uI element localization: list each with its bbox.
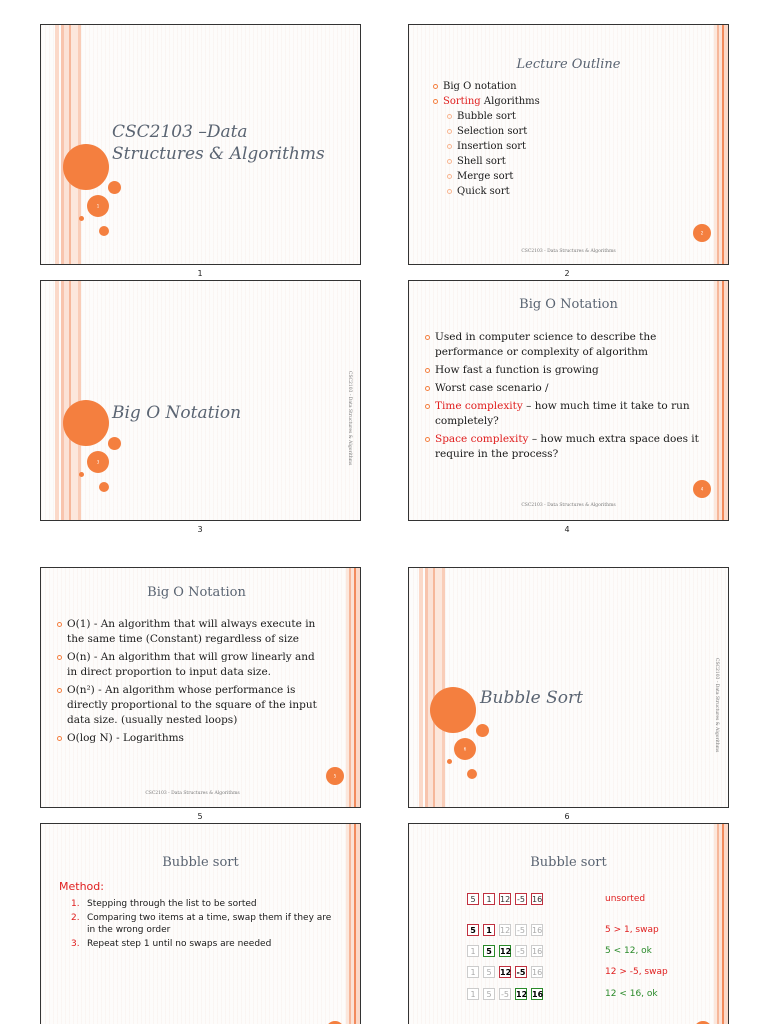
row-label: 5 < 12, ok <box>605 946 652 956</box>
slide-footer: CSC2103 - Data Structures & Algorithms <box>521 249 616 254</box>
dot-decoration <box>79 472 84 477</box>
array-cell: -5 <box>515 945 527 957</box>
row-label: 5 > 1, swap <box>605 925 659 935</box>
outline-subitem: Bubble sort <box>445 109 527 124</box>
slide-number-label: 1 <box>197 269 203 278</box>
array-cell: 12 <box>516 990 528 999</box>
slide-number-circle: 6 <box>454 738 476 760</box>
array-cell: 16 <box>532 947 543 956</box>
vertical-footer: CSC2103 - Data Structures & Algorithms <box>714 658 719 753</box>
sort-row-step <box>467 924 659 940</box>
large-circle-decoration <box>430 687 476 733</box>
slide-number-label: 3 <box>197 525 203 534</box>
row-label: unsorted <box>605 894 646 904</box>
slide-number-circle: 1 <box>87 195 109 217</box>
bullet-item: How fast a function is growing <box>423 363 703 378</box>
dot-decoration <box>447 759 452 764</box>
step-item: 2. Comparing two items at a time, swap them if they are in the wrong order <box>71 913 332 935</box>
decorative-stripes <box>346 568 360 807</box>
slide-number-label: 5 <box>197 812 203 821</box>
method-label: Method: <box>59 880 104 893</box>
decorative-stripes <box>346 824 360 1024</box>
outline-item: Big O notation <box>431 79 540 94</box>
array-cell: 1 <box>467 945 479 957</box>
array-cell: 12 <box>500 926 511 935</box>
array-cell: 5 <box>483 945 495 957</box>
presentation-title <box>112 121 352 165</box>
array-cell: 16 <box>532 926 543 935</box>
small-circle-decoration <box>108 437 121 450</box>
bullet-item: O(n²) - An algorithm whose performance is directly proportional to the square of the input data size. (usually nested loops) <box>55 683 325 728</box>
slide-title: Bubble sort <box>530 855 607 870</box>
sort-row-step <box>467 966 668 982</box>
title-line-2: Structures & Algorithms <box>112 144 325 164</box>
decorative-stripes <box>714 824 728 1024</box>
sort-row-step <box>467 945 652 961</box>
small-circle-decoration <box>108 181 121 194</box>
sort-row-step <box>467 988 658 1004</box>
outline-subitem: Merge sort <box>445 169 527 184</box>
array-cell: 12 <box>500 947 512 956</box>
slide-title: Bubble sort <box>162 855 239 870</box>
array-cell: 1 <box>467 966 479 978</box>
bullet-item: Space complexity – how much extra space does it require in the process? <box>423 432 703 462</box>
slide-footer: CSC2103 - Data Structures & Algorithms <box>521 503 616 508</box>
array-cell: 5 <box>467 893 479 905</box>
vertical-footer: CSC2103 - Data Structures & Algorithms <box>347 371 352 466</box>
decorative-stripes <box>714 281 728 520</box>
slide-2 <box>408 24 729 265</box>
small-circle-decoration <box>476 724 489 737</box>
bullet-item: Used in computer science to describe the performance or complexity of algorithm <box>423 330 703 360</box>
slide-5 <box>40 567 361 808</box>
large-circle-decoration <box>63 400 109 446</box>
outline-list <box>431 79 540 109</box>
bullet-item: Time complexity – how much time it take to run completely? <box>423 399 703 429</box>
bullet-list <box>55 617 325 746</box>
array-cell: 5 <box>467 924 479 936</box>
slide-number-circle: 2 <box>693 224 711 242</box>
bullet-list <box>423 330 703 462</box>
array-cell: 1 <box>483 893 495 905</box>
slide-number-circle: 4 <box>693 480 711 498</box>
slide-1 <box>40 24 361 265</box>
dot-decoration <box>99 482 109 492</box>
outline-subitem: Quick sort <box>445 184 527 199</box>
dot-decoration <box>99 226 109 236</box>
outline-subitem: Shell sort <box>445 154 527 169</box>
outline-subitem: Selection sort <box>445 124 527 139</box>
row-label: 12 > -5, swap <box>605 967 668 977</box>
step-item: 1. Stepping through the list to be sorted <box>71 899 257 909</box>
sort-row-unsorted <box>467 893 646 909</box>
bullet-item: O(log N) - Logarithms <box>55 731 325 746</box>
array-cell: -5 <box>515 924 527 936</box>
array-cell: 1 <box>483 924 495 936</box>
array-cell: 16 <box>532 895 543 904</box>
bullet-item: Worst case scenario / <box>423 381 703 396</box>
title-line-1: CSC2103 –Data <box>112 122 248 142</box>
section-title: Big O Notation <box>112 403 242 423</box>
slide-number-label: 4 <box>564 525 570 534</box>
array-cell: 1 <box>467 988 479 1000</box>
array-cell: 5 <box>483 988 495 1000</box>
slide-3 <box>40 280 361 521</box>
decorative-stripes <box>415 568 447 807</box>
array-cell: 16 <box>532 990 544 999</box>
slide-6 <box>408 567 729 808</box>
dot-decoration <box>467 769 477 779</box>
slide-number-circle: 3 <box>87 451 109 473</box>
array-cell: -5 <box>499 988 511 1000</box>
step-item: 3. Repeat step 1 until no swaps are needed <box>71 939 272 949</box>
slide-number-label: 6 <box>564 812 570 821</box>
array-cell: 5 <box>483 966 495 978</box>
dot-decoration <box>79 216 84 221</box>
array-cell: 12 <box>500 895 511 904</box>
array-cell: 16 <box>532 968 543 977</box>
slide-4 <box>408 280 729 521</box>
slide-footer: CSC2103 - Data Structures & Algorithms <box>145 791 240 796</box>
array-cell: -5 <box>516 968 526 977</box>
slide-title: Lecture Outline <box>516 57 621 72</box>
steps-list <box>71 898 341 950</box>
outline-sublist <box>445 109 527 199</box>
array-cell: -5 <box>515 893 527 905</box>
row-label: 12 < 16, ok <box>605 989 658 999</box>
array-cell: 12 <box>500 968 512 977</box>
slide-number-circle: 5 <box>326 767 344 785</box>
outline-subitem: Insertion sort <box>445 139 527 154</box>
large-circle-decoration <box>63 144 109 190</box>
slide-number-label: 2 <box>564 269 570 278</box>
slide-title: Big O Notation <box>519 297 618 312</box>
outline-item: Sorting Algorithms <box>431 94 540 109</box>
slide-8 <box>408 823 729 1024</box>
slide-title: Big O Notation <box>147 585 246 600</box>
section-title: Bubble Sort <box>480 688 583 708</box>
bullet-item: O(n) - An algorithm that will grow linearly and in direct proportion to input data size. <box>55 650 325 680</box>
bullet-item: O(1) - An algorithm that will always execute in the same time (Constant) regardless of size <box>55 617 325 647</box>
slide-7 <box>40 823 361 1024</box>
